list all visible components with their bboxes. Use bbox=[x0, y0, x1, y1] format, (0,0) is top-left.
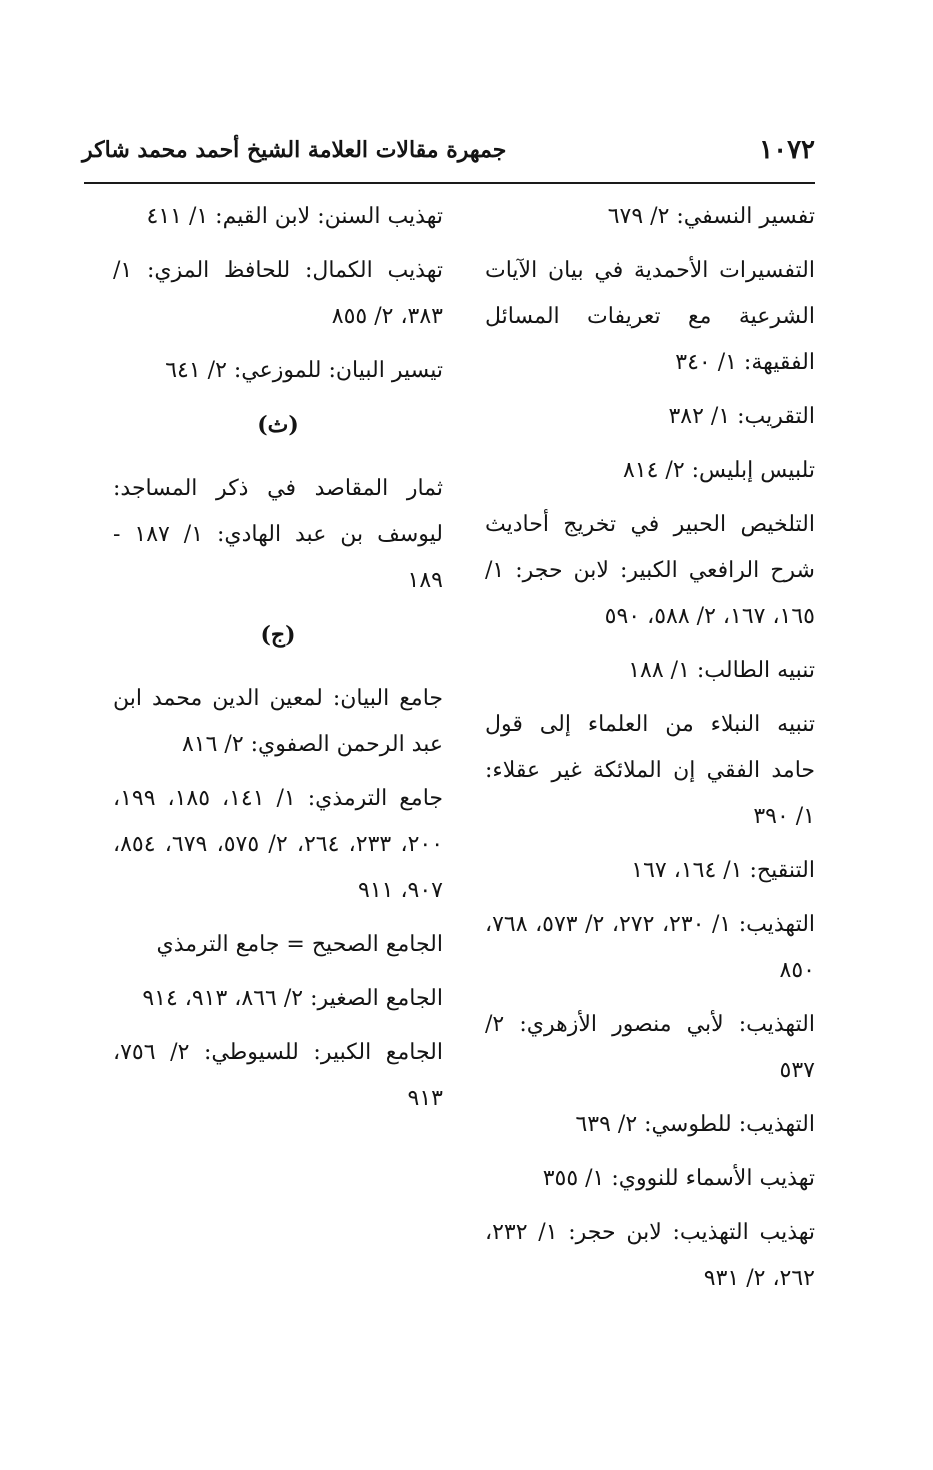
index-entry: التلخيص الحبير في تخريج أحاديث شرح الرافعي الكبير: لابن حجر: ١/ ١٦٥، ١٦٧، ٢/ ٥٨٨، ٥٩٠ bbox=[485, 512, 815, 629]
index-entry: ثمار المقاصد في ذكر المساجد: ليوسف بن عبد الهادي: ١/ ١٨٧ - ١٨٩ bbox=[113, 476, 443, 593]
index-entry: الجامع الكبير: للسيوطي: ٢/ ٧٥٦، ٩١٣ bbox=[113, 1040, 443, 1111]
index-entry: التقريب: ١/ ٣٨٢ bbox=[668, 404, 815, 429]
section-letter-jim: (ج) bbox=[260, 622, 296, 648]
index-entry: جامع الترمذي: ١/ ١٤١، ١٨٥، ١٩٩، ٢٠٠، ٢٣٣، ٢٦٤، ٢/ ٥٧٥، ٦٧٩، ٨٥٤، ٩٠٧، ٩١١ bbox=[113, 786, 444, 903]
index-entry: تيسير البيان: للموزعي: ٢/ ٦٤١ bbox=[165, 358, 443, 383]
index-entry: التنقيح: ١/ ١٦٤، ١٦٧ bbox=[631, 858, 815, 883]
index-entry: تهذيب التهذيب: لابن حجر: ١/ ٢٣٢، ٢٦٢، ٢/ ٩٣١ bbox=[485, 1220, 816, 1291]
index-entry: تهذيب الكمال: للحافظ المزي: ١/ ٣٨٣، ٢/ ٨٥٥ bbox=[113, 258, 443, 329]
index-entry: تهذيب الأسماء للنووي: ١/ ٣٥٥ bbox=[542, 1166, 815, 1191]
index-entry: التهذيب: لأبي منصور الأزهري: ٢/ ٥٣٧ bbox=[485, 1012, 815, 1083]
index-column-left bbox=[113, 194, 443, 1130]
index-entry: تنبيه الطالب: ١/ ١٨٨ bbox=[628, 658, 815, 683]
running-header bbox=[82, 130, 815, 170]
index-column-right bbox=[485, 194, 815, 1310]
index-entry: تنبيه النبلاء من العلماء إلى قول حامد الفقي إن الملائكة غير عقلاء: ١/ ٣٩٠ bbox=[485, 712, 815, 829]
index-entry: الجامع الصغير: ٢/ ٨٦٦، ٩١٣، ٩١٤ bbox=[142, 986, 443, 1011]
index-entry: تلبيس إبليس: ٢/ ٨١٤ bbox=[622, 458, 815, 483]
book-title: جمهرة مقالات العلامة الشيخ أحمد محمد شاكر bbox=[82, 137, 507, 163]
index-entry: تهذيب السنن: لابن القيم: ١/ ٤١١ bbox=[146, 204, 443, 229]
index-entry: التفسيرات الأحمدية في بيان الآيات الشرعية مع تعريفات المسائل الفقيهة: ١/ ٣٤٠ bbox=[485, 258, 815, 375]
index-entry: التهذيب: للطوسي: ٢/ ٦٣٩ bbox=[575, 1112, 815, 1137]
header-rule bbox=[84, 182, 815, 184]
page-number: ١٠٧٢ bbox=[759, 135, 815, 165]
section-letter-tha: (ث) bbox=[257, 412, 299, 438]
index-entry: التهذيب: ١/ ٢٣٠، ٢٧٢، ٢/ ٥٧٣، ٧٦٨، ٨٥٠ bbox=[485, 912, 816, 983]
index-entry: الجامع الصحيح = جامع الترمذي bbox=[156, 932, 443, 957]
index-entry: تفسير النسفي: ٢/ ٦٧٩ bbox=[607, 204, 815, 229]
index-entry: جامع البيان: لمعين الدين محمد ابن عبد الرحمن الصفوي: ٢/ ٨١٦ bbox=[113, 686, 443, 757]
